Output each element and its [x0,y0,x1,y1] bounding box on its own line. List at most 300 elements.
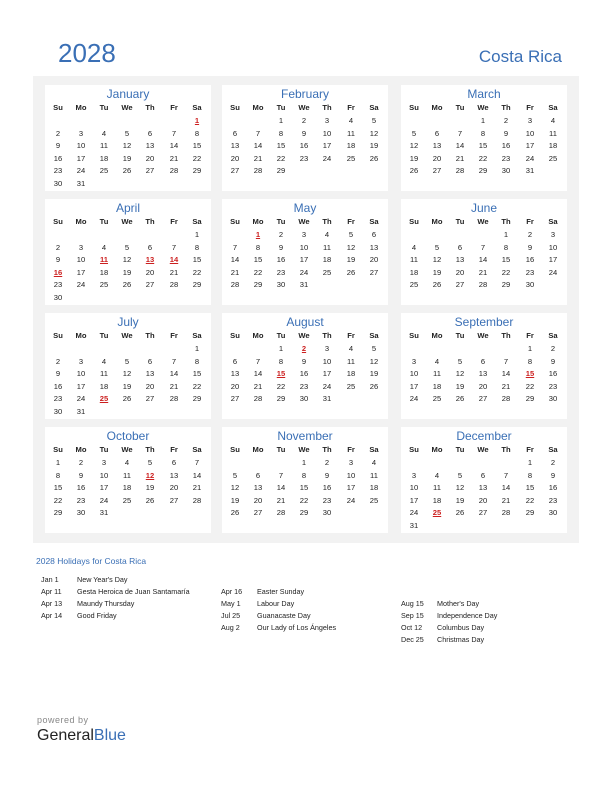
weekday-header: Fr [347,445,355,454]
day: 15 [501,255,511,264]
day: 8 [194,356,200,366]
holiday-name: Easter Sunday [257,587,305,596]
day: 10 [76,141,86,150]
day: 27 [230,394,240,403]
day: 20 [478,495,488,505]
day: 25 [548,153,558,163]
day: 28 [230,280,240,289]
day: 5 [147,458,153,467]
holiday-day: 1 [255,230,261,239]
weekday-header: We [121,103,133,112]
holiday-name: Independence Day [437,611,498,620]
month-november [222,427,388,533]
day: 4 [348,344,354,353]
day: 10 [548,242,558,252]
day: 25 [346,153,356,163]
day: 23 [53,166,63,175]
day: 19 [409,153,419,163]
day: 23 [548,381,558,391]
month-august [222,313,388,419]
holiday-date: May 1 [221,599,241,608]
month-name: February [280,87,330,101]
month-name: March [467,87,501,101]
day: 30 [525,280,535,289]
day: 25 [346,381,356,391]
day: 14 [169,369,179,378]
day: 2 [550,344,556,353]
day: 22 [276,153,286,163]
day: 1 [301,458,307,467]
day: 29 [525,394,535,403]
day: 2 [527,230,533,239]
day: 22 [276,381,286,391]
day: 18 [369,483,379,492]
day: 27 [432,166,442,175]
month-february [222,85,388,191]
day: 31 [76,178,86,188]
day: 18 [548,141,558,150]
weekday-header: Mo [75,217,87,226]
day: 22 [525,495,535,505]
day: 18 [122,483,132,492]
day: 19 [230,495,240,505]
day: 18 [346,369,356,378]
weekday-header: Sa [192,445,202,454]
day: 2 [55,356,61,366]
weekday-header: Th [145,445,155,454]
day: 15 [192,141,202,150]
day: 22 [478,153,488,163]
day: 26 [369,381,379,391]
weekday-header: We [121,445,133,454]
day: 19 [432,267,442,277]
day: 6 [232,356,238,366]
holiday-date: Jul 25 [221,611,241,620]
day: 14 [501,483,511,492]
day: 12 [432,255,442,264]
holiday-name: New Year's Day [77,575,128,584]
day: 7 [194,458,200,467]
day: 22 [525,381,535,391]
day: 11 [100,369,108,378]
day: 31 [76,406,86,416]
weekday-header: We [477,445,489,454]
day: 16 [501,141,511,150]
day: 21 [253,381,263,391]
day: 24 [76,166,86,175]
weekday-header: Tu [99,103,109,112]
day: 23 [53,394,63,403]
weekday-header: Fr [526,445,534,454]
day: 15 [253,255,263,264]
weekday-header: Sa [548,103,558,112]
day: 24 [76,394,86,403]
day: 4 [434,356,440,366]
day: 19 [455,381,465,391]
day: 27 [169,495,179,505]
day: 31 [409,520,419,530]
day: 30 [53,406,63,416]
day: 31 [99,508,109,517]
day: 1 [480,116,486,125]
day: 28 [276,508,286,517]
day: 13 [145,141,155,150]
weekday-header: Sa [192,103,202,112]
day: 7 [255,356,261,366]
day: 16 [76,483,86,492]
weekday-header: We [298,331,310,340]
weekday-header: Su [230,445,240,454]
day: 14 [192,470,202,480]
day: 11 [100,141,108,150]
day: 27 [145,394,155,403]
day: 8 [480,128,486,138]
day: 7 [503,470,509,480]
month-name: June [470,201,498,215]
day: 4 [101,242,107,252]
weekday-header: Th [501,445,511,454]
day: 4 [101,356,107,366]
weekday-header: We [477,103,489,112]
holiday-entry [401,611,497,620]
day: 30 [548,394,558,403]
month-name: January [106,87,150,101]
weekday-header: Su [409,331,419,340]
day: 8 [278,356,284,366]
month-july [45,313,211,419]
day: 12 [346,242,356,252]
day: 18 [409,267,419,277]
day: 29 [299,508,309,517]
day: 21 [169,381,179,391]
day: 16 [276,255,286,264]
weekday-header: Th [322,445,332,454]
day: 21 [501,495,511,505]
month-december [401,427,567,533]
day: 17 [299,255,309,264]
holiday-day: 15 [276,369,286,378]
day: 22 [501,267,511,277]
day: 6 [255,470,261,480]
calendar-panel [33,76,579,543]
day: 6 [147,242,153,252]
day: 25 [369,495,379,505]
holiday-entry [41,599,134,608]
day: 4 [434,470,440,480]
day: 29 [276,166,286,175]
day: 24 [409,394,419,403]
day: 28 [478,280,488,289]
day: 19 [455,495,465,505]
holiday-entry [41,587,190,596]
day: 10 [99,470,109,480]
month-name: November [277,429,333,443]
day: 8 [194,128,200,138]
powered-by-label: powered by [37,715,89,725]
day: 30 [53,178,63,188]
weekday-header: Su [230,103,240,112]
day: 6 [147,128,153,138]
day: 21 [230,267,240,277]
weekday-header: Sa [548,445,558,454]
month-may [222,199,388,305]
day: 7 [278,470,284,480]
day: 2 [55,242,61,252]
weekday-header: Tu [99,331,109,340]
day: 24 [346,495,356,505]
day: 9 [301,128,307,138]
day: 9 [527,242,533,252]
day: 10 [299,242,309,252]
day: 1 [527,344,533,353]
month-january [45,85,211,191]
holiday-day: 11 [99,255,109,264]
weekday-header: Th [145,331,155,340]
day: 1 [527,458,533,467]
holiday-entry [221,623,336,632]
day: 24 [525,153,535,163]
day: 20 [145,153,155,163]
day: 4 [411,242,417,252]
weekday-header: Fr [526,331,534,340]
day: 22 [253,267,263,277]
day: 3 [411,356,417,366]
day: 22 [192,381,202,391]
day: 19 [369,141,379,150]
day: 21 [478,267,488,277]
day: 8 [503,242,509,252]
day: 17 [76,153,86,163]
weekday-header: Sa [369,331,379,340]
year-title: 2028 [58,38,116,68]
day: 23 [276,267,286,277]
weekday-header: Sa [192,217,202,226]
day: 29 [501,280,511,289]
day: 3 [78,128,84,138]
day: 25 [322,267,332,277]
day: 21 [169,267,179,277]
day: 25 [122,495,132,505]
day: 3 [78,242,84,252]
day: 6 [480,356,486,366]
weekday-header: Mo [75,445,87,454]
day: 23 [53,280,63,289]
day: 23 [525,267,535,277]
day: 27 [145,166,155,175]
day: 14 [501,369,511,378]
day: 14 [253,141,263,150]
holiday-name: Maundy Thursday [77,599,135,608]
day: 11 [370,470,378,480]
weekday-header: We [298,103,310,112]
day: 15 [53,483,63,492]
weekday-header: Th [501,331,511,340]
day: 2 [55,128,61,138]
weekday-header: Fr [170,103,178,112]
day: 1 [278,116,284,125]
day: 7 [171,356,177,366]
weekday-header: Mo [75,331,87,340]
day: 30 [53,292,63,302]
day: 20 [253,495,263,505]
day: 30 [548,508,558,517]
weekday-header: Mo [252,217,264,226]
weekday-header: Fr [170,331,178,340]
holiday-entry [401,623,484,632]
day: 4 [101,128,107,138]
weekday-header: We [121,331,133,340]
day: 3 [301,230,307,239]
day: 11 [433,483,441,492]
day: 9 [55,255,61,264]
day: 5 [232,470,238,480]
weekday-header: Tu [455,445,465,454]
day: 22 [53,495,63,505]
day: 11 [433,369,441,378]
day: 15 [525,483,535,492]
day: 16 [525,255,535,264]
day: 10 [346,470,356,480]
holiday-date: Aug 15 [401,599,424,608]
day: 24 [76,280,86,289]
day: 6 [434,128,440,138]
day: 16 [299,141,309,150]
day: 3 [78,356,84,366]
weekday-header: Mo [75,103,87,112]
day: 17 [76,267,86,277]
day: 14 [253,369,263,378]
weekday-header: Mo [252,445,264,454]
day: 21 [253,153,263,163]
month-march [401,85,567,191]
day: 2 [550,458,556,467]
weekday-header: Tu [276,445,286,454]
day: 26 [455,394,465,403]
day: 20 [432,153,442,163]
day: 9 [55,141,61,150]
holiday-entry [221,587,304,596]
holidays-title: 2028 Holidays for Costa Rica [36,556,147,566]
day: 14 [276,483,286,492]
weekday-header: Mo [431,445,443,454]
day: 4 [371,458,377,467]
day: 24 [322,381,332,391]
day: 29 [253,280,263,289]
day: 11 [549,128,557,138]
weekday-header: Th [322,103,332,112]
day: 20 [230,153,240,163]
day: 9 [278,242,284,252]
holiday-date: Apr 13 [41,599,63,608]
day: 22 [192,267,202,277]
day: 24 [299,267,309,277]
day: 7 [171,242,177,252]
weekday-header: Mo [252,103,264,112]
day: 26 [122,166,132,175]
day: 3 [101,458,107,467]
holiday-entry [221,611,311,620]
holiday-day: 16 [53,267,63,277]
holiday-date: Dec 25 [401,635,424,644]
weekday-header: Fr [526,217,534,226]
day: 7 [232,242,238,252]
holiday-name: Columbus Day [437,623,485,632]
day: 30 [299,394,309,403]
weekday-header: Fr [170,217,178,226]
day: 17 [409,495,419,505]
day: 5 [124,356,130,366]
day: 12 [455,483,465,492]
day: 12 [122,255,132,264]
day: 24 [409,508,419,517]
day: 31 [322,394,332,403]
day: 20 [145,267,155,277]
holiday-day: 15 [525,369,535,378]
day: 2 [324,458,330,467]
day: 21 [169,153,179,163]
day: 25 [409,280,419,289]
month-name: May [293,201,317,215]
day: 31 [525,166,535,175]
weekday-header: Th [501,217,511,226]
day: 28 [501,394,511,403]
day: 27 [145,280,155,289]
day: 10 [409,483,419,492]
brand-general: General [37,727,94,744]
day: 5 [411,128,417,138]
day: 13 [455,255,465,264]
day: 30 [322,508,332,517]
weekday-header: Sa [369,217,379,226]
day: 28 [169,166,179,175]
day: 27 [478,394,488,403]
day: 6 [232,128,238,138]
day: 12 [455,369,465,378]
day: 20 [455,267,465,277]
holiday-day: 13 [145,255,155,264]
day: 22 [299,495,309,505]
day: 26 [409,166,419,175]
day: 29 [192,394,202,403]
day: 17 [409,381,419,391]
day: 19 [369,369,379,378]
day: 12 [369,128,379,138]
month-june [401,199,567,305]
day: 2 [301,116,307,125]
day: 3 [527,116,533,125]
day: 15 [192,255,202,264]
holiday-date: Jan 1 [41,575,59,584]
day: 15 [192,369,202,378]
day: 23 [299,153,309,163]
day: 17 [322,369,332,378]
weekday-header: Su [409,103,419,112]
day: 3 [324,344,330,353]
weekday-header: Tu [99,445,109,454]
day: 20 [230,381,240,391]
weekday-header: Tu [276,331,286,340]
holiday-name: Mother's Day [437,599,480,608]
day: 2 [278,230,284,239]
holiday-name: Christmas Day [437,635,485,644]
day: 9 [55,369,61,378]
day: 18 [432,381,442,391]
day: 10 [409,369,419,378]
day: 21 [192,483,202,492]
day: 6 [171,458,177,467]
holiday-date: Oct 12 [401,623,423,632]
holiday-day: 2 [301,344,307,353]
